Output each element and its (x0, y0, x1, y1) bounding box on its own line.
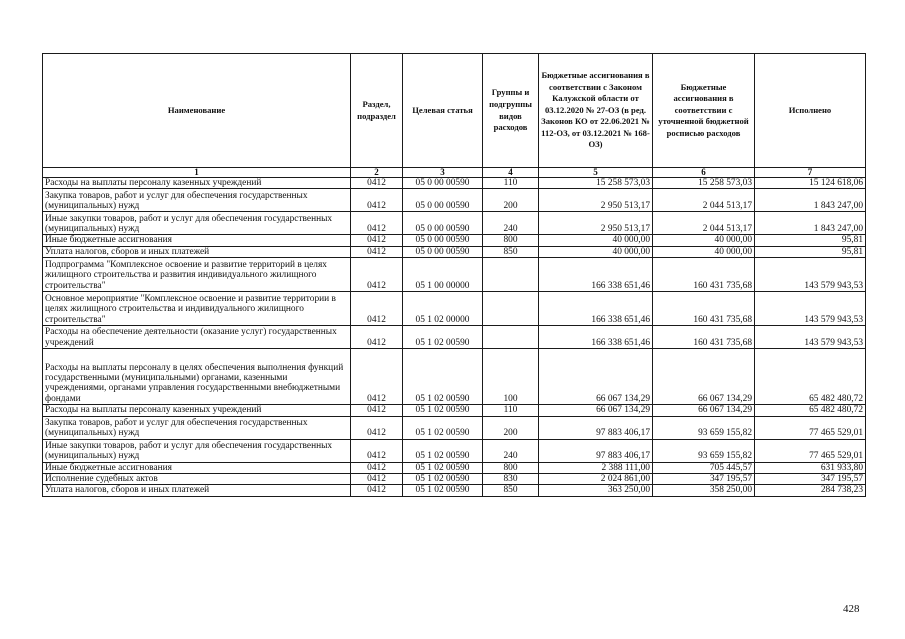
header-plan-amount: Бюджетные ассигнования в соответствии с уточненной бюджетной росписью расходов (653, 54, 755, 168)
row-section: 0412 (351, 258, 403, 292)
table-row (43, 462, 866, 473)
table-row (43, 235, 866, 246)
row-name: Расходы на выплаты персоналу в целях обеспечения выполнения функций государственными (муниципальными) органами, казенными учреждениями, органами управления государственными внебюджетными фондами (43, 349, 351, 405)
row-plan-amount: 160 431 735,68 (653, 292, 755, 326)
row-section: 0412 (351, 178, 403, 189)
row-law-amount: 166 338 651,46 (539, 258, 653, 292)
header-row (43, 54, 866, 168)
table-row (43, 405, 866, 416)
row-expense-group: 200 (483, 416, 539, 439)
row-target-code: 05 0 00 00590 (403, 189, 483, 212)
row-section: 0412 (351, 474, 403, 485)
row-section: 0412 (351, 462, 403, 473)
row-name: Основное мероприятие "Комплексное освоение и развитие территории в целях жилищного строительства и индивидуального жилищного строительства" (43, 292, 351, 326)
table-row (43, 292, 866, 326)
header-section: Раздел, подраздел (351, 54, 403, 168)
row-expense-group: 240 (483, 212, 539, 235)
row-target-code: 05 1 02 00590 (403, 416, 483, 439)
header-executed: Исполнено (755, 54, 866, 168)
row-section: 0412 (351, 485, 403, 496)
row-law-amount: 166 338 651,46 (539, 326, 653, 349)
row-expense-group: 110 (483, 178, 539, 189)
row-law-amount: 40 000,00 (539, 246, 653, 257)
row-law-amount: 15 258 573,03 (539, 178, 653, 189)
row-name: Уплата налогов, сборов и иных платежей (43, 246, 351, 257)
row-expense-group: 850 (483, 485, 539, 496)
row-name: Расходы на обеспечение деятельности (оказание услуг) государственных учреждений (43, 326, 351, 349)
row-section: 0412 (351, 326, 403, 349)
row-expense-group: 800 (483, 462, 539, 473)
row-section: 0412 (351, 405, 403, 416)
row-target-code: 05 0 00 00590 (403, 246, 483, 257)
row-expense-group (483, 292, 539, 326)
row-law-amount: 2 388 111,00 (539, 462, 653, 473)
row-name: Расходы на выплаты персоналу казенных учреждений (43, 405, 351, 416)
row-section: 0412 (351, 212, 403, 235)
row-law-amount: 2 024 861,00 (539, 474, 653, 485)
row-law-amount: 363 250,00 (539, 485, 653, 496)
row-executed-amount: 77 465 529,01 (755, 439, 866, 462)
row-executed-amount: 65 482 480,72 (755, 349, 866, 405)
row-expense-group: 830 (483, 474, 539, 485)
row-plan-amount: 358 250,00 (653, 485, 755, 496)
table-row (43, 246, 866, 257)
row-expense-group (483, 326, 539, 349)
header-group: Группы и подгруппы видов расходов (483, 54, 539, 168)
row-target-code: 05 0 00 00590 (403, 212, 483, 235)
row-section: 0412 (351, 439, 403, 462)
row-expense-group: 200 (483, 189, 539, 212)
row-plan-amount: 347 195,57 (653, 474, 755, 485)
row-plan-amount: 160 431 735,68 (653, 258, 755, 292)
row-executed-amount: 631 933,80 (755, 462, 866, 473)
row-plan-amount: 40 000,00 (653, 235, 755, 246)
row-plan-amount: 40 000,00 (653, 246, 755, 257)
row-name: Закупка товаров, работ и услуг для обеспечения государственных (муниципальных) нужд (43, 416, 351, 439)
row-name: Уплата налогов, сборов и иных платежей (43, 485, 351, 496)
row-executed-amount: 143 579 943,53 (755, 292, 866, 326)
row-executed-amount: 284 738,23 (755, 485, 866, 496)
row-plan-amount: 2 044 513,17 (653, 212, 755, 235)
row-executed-amount: 77 465 529,01 (755, 416, 866, 439)
row-executed-amount: 95,81 (755, 246, 866, 257)
column-number: 5 (539, 168, 653, 178)
table-row (43, 178, 866, 189)
row-target-code: 05 1 02 00590 (403, 349, 483, 405)
table-body (43, 178, 866, 497)
row-target-code: 05 1 00 00000 (403, 258, 483, 292)
column-number: 2 (351, 168, 403, 178)
row-section: 0412 (351, 292, 403, 326)
row-name: Иные бюджетные ассигнования (43, 462, 351, 473)
row-executed-amount: 143 579 943,53 (755, 258, 866, 292)
row-executed-amount: 95,81 (755, 235, 866, 246)
table-row (43, 474, 866, 485)
row-target-code: 05 1 02 00590 (403, 462, 483, 473)
table-row (43, 189, 866, 212)
column-number: 3 (403, 168, 483, 178)
page-number: 428 (843, 603, 860, 615)
column-number-row (43, 168, 866, 178)
row-law-amount: 40 000,00 (539, 235, 653, 246)
budget-table (42, 53, 866, 497)
table-row (43, 212, 866, 235)
row-plan-amount: 705 445,57 (653, 462, 755, 473)
row-expense-group (483, 258, 539, 292)
row-law-amount: 97 883 406,17 (539, 416, 653, 439)
row-name: Иные закупки товаров, работ и услуг для обеспечения государственных (муниципальных) нужд (43, 212, 351, 235)
row-target-code: 05 1 02 00590 (403, 405, 483, 416)
row-plan-amount: 93 659 155,82 (653, 439, 755, 462)
row-law-amount: 66 067 134,29 (539, 405, 653, 416)
row-law-amount: 2 950 513,17 (539, 189, 653, 212)
header-law-amount: Бюджетные ассигнования в соответствии с Законом Калужской области от 03.12.2020 № 27-ОЗ (в ред. Законов КО от 22.06.2021 № 112-ОЗ, от 03.12.2021 № 168-ОЗ) (539, 54, 653, 168)
row-executed-amount: 347 195,57 (755, 474, 866, 485)
row-target-code: 05 1 02 00590 (403, 439, 483, 462)
row-expense-group: 800 (483, 235, 539, 246)
row-section: 0412 (351, 189, 403, 212)
table-row (43, 485, 866, 496)
row-name: Расходы на выплаты персоналу казенных учреждений (43, 178, 351, 189)
row-plan-amount: 66 067 134,29 (653, 405, 755, 416)
table-row (43, 258, 866, 292)
table-row (43, 326, 866, 349)
row-plan-amount: 93 659 155,82 (653, 416, 755, 439)
row-section: 0412 (351, 246, 403, 257)
row-name: Иные закупки товаров, работ и услуг для обеспечения государственных (муниципальных) нужд (43, 439, 351, 462)
column-number: 4 (483, 168, 539, 178)
row-name: Подпрограмма "Комплексное освоение и развитие территорий в целях жилищного строительства и развития индивидуального жилищного строительства" (43, 258, 351, 292)
row-executed-amount: 1 843 247,00 (755, 189, 866, 212)
header-name: Наименование (43, 54, 351, 168)
row-plan-amount: 66 067 134,29 (653, 349, 755, 405)
row-expense-group: 110 (483, 405, 539, 416)
row-executed-amount: 65 482 480,72 (755, 405, 866, 416)
table-row (43, 439, 866, 462)
row-section: 0412 (351, 416, 403, 439)
row-target-code: 05 1 02 00590 (403, 474, 483, 485)
row-executed-amount: 143 579 943,53 (755, 326, 866, 349)
row-law-amount: 2 950 513,17 (539, 212, 653, 235)
header-target: Целевая статья (403, 54, 483, 168)
row-plan-amount: 2 044 513,17 (653, 189, 755, 212)
row-expense-group: 850 (483, 246, 539, 257)
table-row (43, 416, 866, 439)
row-law-amount: 97 883 406,17 (539, 439, 653, 462)
row-section: 0412 (351, 349, 403, 405)
row-expense-group: 240 (483, 439, 539, 462)
row-name: Исполнение судебных актов (43, 474, 351, 485)
column-number: 7 (755, 168, 866, 178)
row-plan-amount: 160 431 735,68 (653, 326, 755, 349)
column-number: 1 (43, 168, 351, 178)
row-expense-group: 100 (483, 349, 539, 405)
row-law-amount: 66 067 134,29 (539, 349, 653, 405)
row-target-code: 05 0 00 00590 (403, 235, 483, 246)
table-row (43, 349, 866, 405)
row-name: Закупка товаров, работ и услуг для обеспечения государственных (муниципальных) нужд (43, 189, 351, 212)
column-number: 6 (653, 168, 755, 178)
row-executed-amount: 15 124 618,06 (755, 178, 866, 189)
row-target-code: 05 1 02 00590 (403, 326, 483, 349)
row-target-code: 05 1 02 00590 (403, 485, 483, 496)
row-law-amount: 166 338 651,46 (539, 292, 653, 326)
row-target-code: 05 0 00 00590 (403, 178, 483, 189)
row-executed-amount: 1 843 247,00 (755, 212, 866, 235)
row-section: 0412 (351, 235, 403, 246)
row-name: Иные бюджетные ассигнования (43, 235, 351, 246)
row-plan-amount: 15 258 573,03 (653, 178, 755, 189)
row-target-code: 05 1 02 00000 (403, 292, 483, 326)
